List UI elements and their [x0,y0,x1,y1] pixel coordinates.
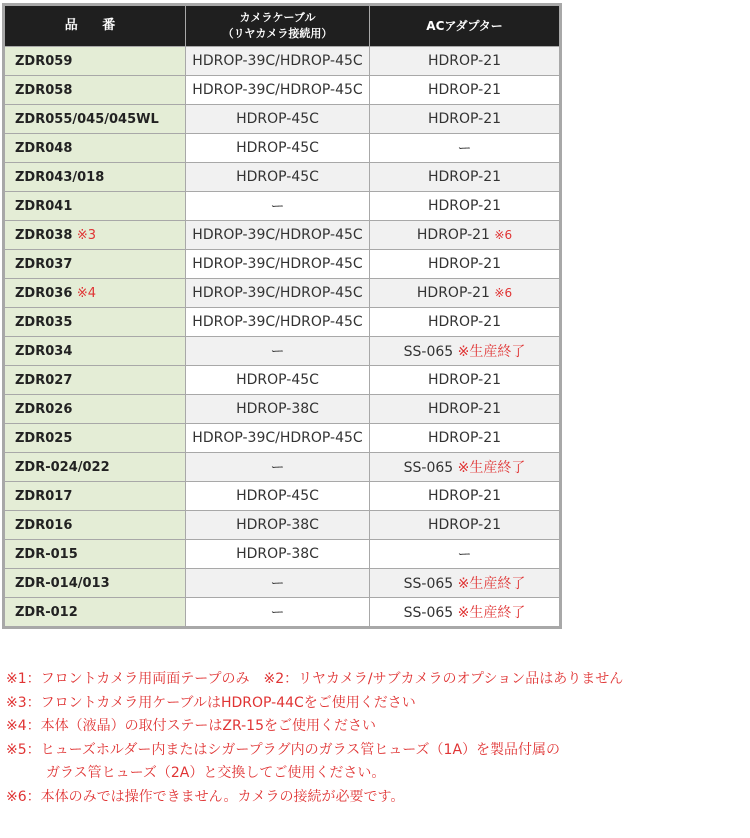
ac-adapter-value: HDROP-21 [427,198,502,214]
model-cell [5,47,185,75]
model-number: ZDR027 [15,372,73,388]
ac-adapter-value: SS-065 [403,460,458,476]
model-number: ZDR035 [15,314,73,330]
table-row [5,105,559,133]
model-number: ZDR059 [15,53,73,69]
model-number: ZDR016 [15,517,73,533]
model-cell [5,221,185,249]
table-row [5,308,559,336]
camera-cable-cell: HDROP-45C [186,482,369,510]
camera-cable-cell: ー [186,569,369,597]
model-footnote-ref: ※4 [76,285,97,301]
model-number: ZDR-014/013 [15,575,110,591]
model-cell [5,453,185,481]
ac-adapter-cell [370,337,559,365]
model-cell [5,279,185,307]
table-row [5,221,559,249]
ac-adapter-cell [370,221,559,249]
camera-cable-cell: HDROP-39C/HDROP-45C [186,221,369,249]
table-row [5,453,559,481]
ac-adapter-value: HDROP-21 [416,227,495,243]
ac-adapter-cell [370,47,559,75]
model-cell [5,424,185,452]
table-row [5,47,559,75]
ac-adapter-value: SS-065 [403,344,458,360]
model-cell [5,395,185,423]
model-number: ZDR055/045/045WL [15,111,159,127]
ac-adapter-cell [370,105,559,133]
ac-adapter-cell [370,569,559,597]
model-number: ZDR048 [15,140,73,156]
model-number: ZDR034 [15,343,73,359]
ac-adapter-cell [370,453,559,481]
camera-cable-cell: ー [186,598,369,626]
camera-cable-cell: HDROP-39C/HDROP-45C [186,250,369,278]
header-camera-cable-line2: （リヤカメラ接続用） [222,27,333,40]
ac-adapter-value: HDROP-21 [427,372,502,388]
table-row [5,395,559,423]
ac-adapter-note: ※生産終了 [457,344,526,360]
table-row [5,366,559,394]
camera-cable-cell: HDROP-45C [186,366,369,394]
ac-adapter-value: HDROP-21 [427,256,502,272]
ac-adapter-value: SS-065 [403,576,458,592]
ac-adapter-value: HDROP-21 [427,53,502,69]
ac-adapter-value: HDROP-21 [427,401,502,417]
model-number: ZDR017 [15,488,73,504]
model-cell [5,598,185,626]
ac-adapter-cell [370,134,559,162]
model-cell [5,569,185,597]
camera-cable-cell: ー [186,192,369,220]
model-cell [5,192,185,220]
ac-adapter-cell [370,366,559,394]
camera-cable-cell: HDROP-45C [186,105,369,133]
ac-adapter-cell [370,424,559,452]
footnote-5: ※5：ヒューズホルダー内またはシガープラグ内のガラス管ヒューズ（1A）を製品付属の [6,741,561,758]
model-number: ZDR058 [15,82,73,98]
table-row [5,163,559,191]
ac-adapter-cell [370,192,559,220]
model-number: ZDR038 [15,227,77,243]
camera-cable-cell: HDROP-45C [186,163,369,191]
ac-adapter-value: HDROP-21 [427,517,502,533]
ac-adapter-note: ※生産終了 [457,605,526,621]
camera-cable-cell: HDROP-39C/HDROP-45C [186,424,369,452]
table-row [5,192,559,220]
header-camera-cable-line1: カメラケーブル [239,11,316,24]
model-number: ZDR-012 [15,604,78,620]
model-number: ZDR036 [15,285,77,301]
camera-cable-cell: HDROP-45C [186,134,369,162]
ac-adapter-cell [370,250,559,278]
footnote-6: ※6：本体のみでは操作できません。カメラの接続が必要です。 [6,788,405,805]
model-cell [5,163,185,191]
model-number: ZDR041 [15,198,73,214]
model-number: ZDR037 [15,256,73,272]
table-row [5,424,559,452]
camera-cable-cell: HDROP-38C [186,395,369,423]
table-row [5,598,559,626]
ac-adapter-note: ※生産終了 [457,460,526,476]
camera-cable-cell: HDROP-39C/HDROP-45C [186,47,369,75]
model-cell [5,250,185,278]
camera-cable-cell: HDROP-39C/HDROP-45C [186,279,369,307]
model-footnote-ref: ※3 [76,227,97,243]
table-body [5,47,559,626]
header-ac-adapter: ACアダプター [370,6,559,46]
camera-cable-cell: ー [186,453,369,481]
ac-adapter-note: ※6 [494,228,513,242]
ac-adapter-cell [370,482,559,510]
model-cell [5,366,185,394]
ac-adapter-value: ー [457,547,472,563]
camera-cable-cell: HDROP-39C/HDROP-45C [186,76,369,104]
table-row [5,76,559,104]
ac-adapter-value: HDROP-21 [427,430,502,446]
ac-adapter-cell [370,395,559,423]
model-cell [5,482,185,510]
ac-adapter-value: SS-065 [403,605,458,621]
model-number: ZDR026 [15,401,73,417]
model-cell [5,105,185,133]
ac-adapter-note: ※6 [494,286,513,300]
ac-adapter-value: HDROP-21 [427,314,502,330]
model-number: ZDR-015 [15,546,78,562]
ac-adapter-cell [370,598,559,626]
table-row [5,540,559,568]
ac-adapter-cell [370,308,559,336]
camera-cable-cell: HDROP-38C [186,511,369,539]
ac-adapter-cell [370,76,559,104]
table-row [5,250,559,278]
table-row [5,482,559,510]
ac-adapter-value: HDROP-21 [427,488,502,504]
model-cell [5,540,185,568]
ac-adapter-cell [370,511,559,539]
footnote-4: ※4：本体（液晶）の取付ステーはZR-15をご使用ください [6,718,376,734]
model-number: ZDR025 [15,430,73,446]
camera-cable-cell: HDROP-38C [186,540,369,568]
ac-adapter-note: ※生産終了 [457,576,526,592]
footnotes [6,668,750,809]
footnote-3: ※3：フロントカメラ用ケーブルはHDROP-44Cをご使用ください [6,694,416,711]
camera-cable-cell: HDROP-39C/HDROP-45C [186,308,369,336]
model-number: ZDR-024/022 [15,459,110,475]
footnote-1-2: ※1：フロントカメラ用両面テープのみ ※2：リヤカメラ/サブカメラのオプション品はありません [6,671,624,687]
header-camera-cable [186,6,369,46]
table-row [5,279,559,307]
model-cell [5,134,185,162]
table-row [5,511,559,539]
table-row [5,337,559,365]
model-cell [5,76,185,104]
ac-adapter-cell [370,163,559,191]
model-number: ZDR043/018 [15,169,105,185]
table-header-row [5,6,559,46]
ac-adapter-cell [370,540,559,568]
table-row [5,569,559,597]
ac-adapter-value: HDROP-21 [416,285,495,301]
camera-cable-cell: ー [186,337,369,365]
model-cell [5,511,185,539]
footnote-5-continued: ガラス管ヒューズ（2A）と交換してご使用ください。 [46,765,386,781]
ac-adapter-value: HDROP-21 [427,82,502,98]
model-cell [5,308,185,336]
ac-adapter-cell [370,279,559,307]
ac-adapter-value: HDROP-21 [427,111,502,127]
compatibility-table-container [2,3,562,629]
compatibility-table [4,5,560,627]
table-row [5,134,559,162]
ac-adapter-value: ー [457,141,472,157]
ac-adapter-value: HDROP-21 [427,169,502,185]
header-model: 品 番 [5,6,185,46]
model-cell [5,337,185,365]
